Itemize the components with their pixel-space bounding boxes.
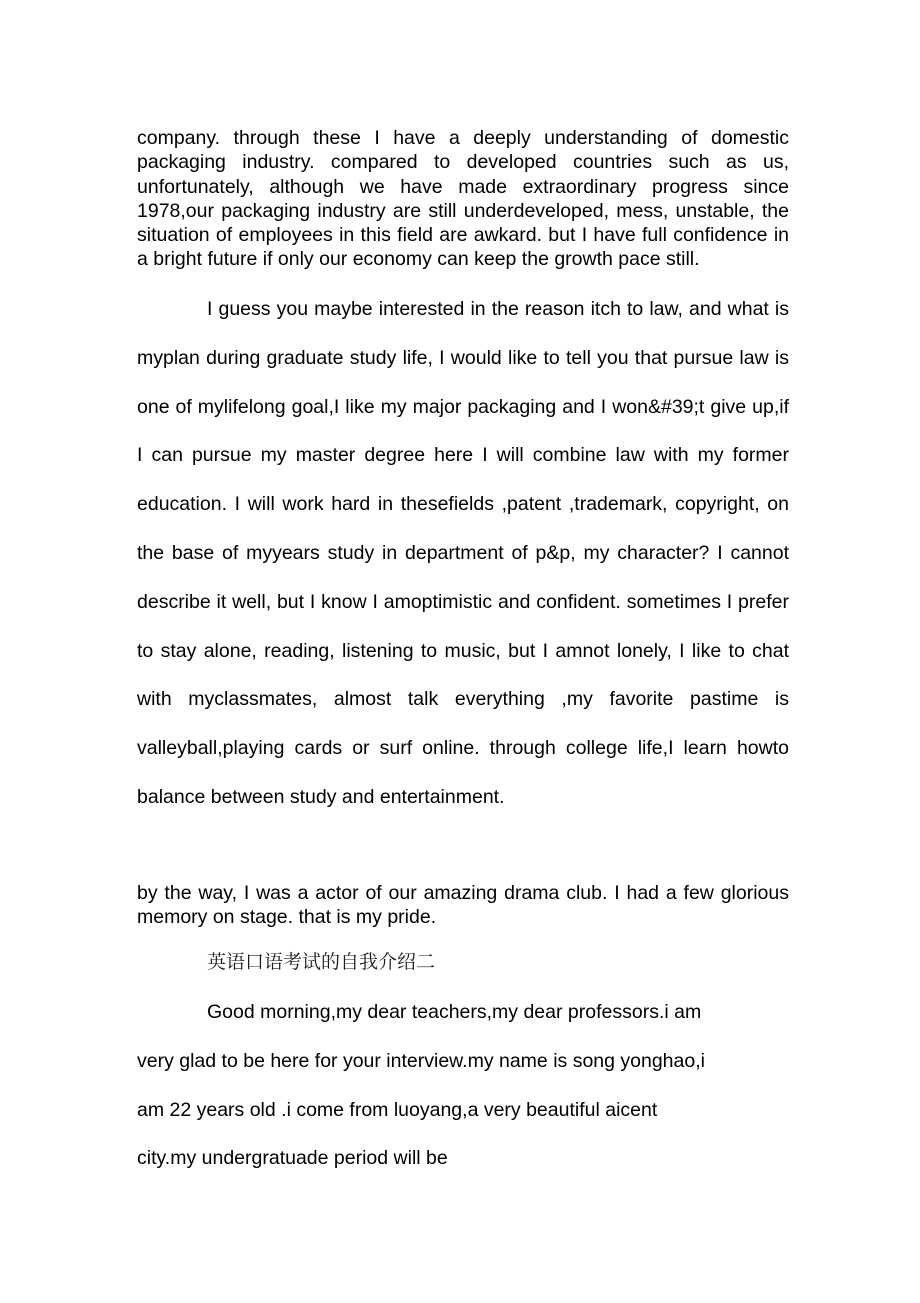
section-heading-intro-two: 英语口语考试的自我介绍二 [207,951,436,973]
paragraph-law-plan: I guess you maybe interested in the reason itch to law, and what is myplan during graduate study life, I would like to tell you that pursue law is one of mylifelong goal,I like my major packaging and I won&#39;t give up,if I can pursue my master degree here I will combine law with my former education. I will work hard in thesefields ,patent ,trademark, copyright, on the base of myyears study in department of p&p, my character? I cannot describe it well, but I know I amoptimistic and confident. sometimes I prefer to stay alone, reading, listening to music, but I amnot lonely, I like to chat with myclassmates, almost talk everything ,my favorite pastime is valleyball,playing cards or surf online. through college life,I learn howto balance between study and entertainment. [137,298,789,808]
paragraph-packaging-industry: company. through these I have a deeply understanding of domestic packaging industry. compared to developed countries such as us, unfortunately, although we have made extraordinary progress since 1978,our packaging industry are still underdeveloped, mess, unstable, the situation of employees in this field are awkard. but I have full confidence in a bright future if only our economy can keep the growth pace still. [137,127,789,271]
paragraph-good-morning: Good morning,my dear teachers,my dear professors.i am very glad to be here for your interview.my name is song yonghao,i am 22 years old .i come from luoyang,a very beautiful aicent city.my undergratuade period will be [137,1001,705,1170]
paragraph-drama-club: by the way, I was a actor of our amazing drama club. I had a few glorious memory on stage. that is my pride. [137,882,789,929]
